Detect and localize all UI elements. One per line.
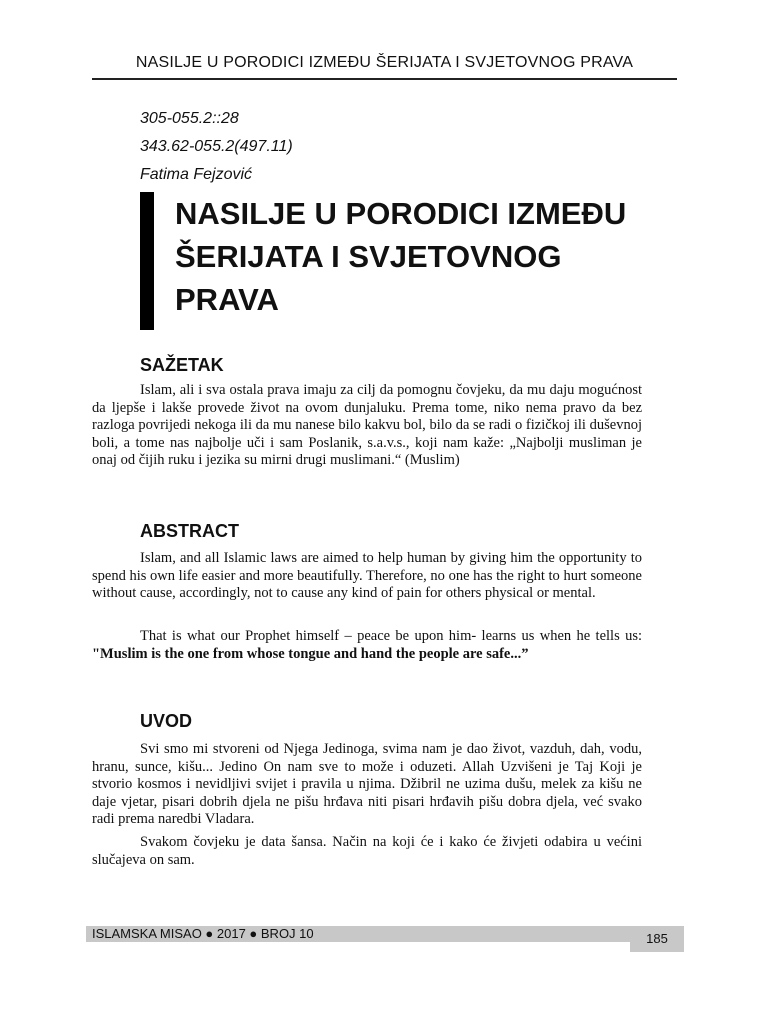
abstract-paragraph-2	[92, 628, 642, 663]
running-header: NASILJE U PORODICI IZMEĐU ŠERIJATA I SVJETOVNOG PRAVA	[135, 54, 634, 71]
journal-footer: ISLAMSKA MISAO ● 2017 ● BROJ 10	[92, 926, 314, 941]
article-title	[175, 192, 675, 321]
abstract-paragraph-1: Islam, and all Islamic laws are aimed to help human by giving him the opportunity to spend his own life easier and more beautifully. Therefore, no one has the right to hurt someone without cause, accordingly, not to cause any kind of pain for others physical or mental.	[92, 550, 642, 601]
prophet-quote: "Muslim is the one from whose tongue and hand the people are safe...”	[92, 645, 529, 662]
title-line-2: ŠERIJATA I SVJETOVNOG	[175, 239, 562, 274]
abstract-heading: ABSTRACT	[140, 521, 239, 541]
title-line-1: NASILJE U PORODICI IZMEĐU	[175, 196, 627, 231]
sazetak-heading: SAŽETAK	[140, 355, 224, 375]
uvod-paragraph-1: Svi smo mi stvoreni od Njega Jedinoga, svima nam je dao život, vazduh, dah, vodu, hranu, sunce, kišu... Jedino On nam sve to može i oduzeti. Allah Uzvišeni je Taj Koji je stvorio kosmos i nevidljivi svijet i pravila u njima. Džibril ne uzima dušu, melek za kišu ne daje vjetar, pisari dobrih djela ne pišu hrđava niti pisari hrđavih pišu dobra djela, već svako radi prema naredbi Vladara.	[92, 741, 642, 827]
author-name: Fatima Fejzović	[140, 166, 253, 183]
uvod-heading: UVOD	[140, 711, 193, 731]
abstract-paragraph-2-lead: That is what our Prophet himself – peace be upon him- learns us when he tells us:	[140, 628, 642, 644]
sazetak-paragraph: Islam, ali i sva ostala prava imaju za cilj da pomognu čovjeku, da mu daju mogućnost da ljepše i lakše provede život na ovom dunjaluku. Prema tome, niko nema pravo da bez razloga povrijedi nekoga ili da mu nanese bilo kakvu bol, bilo da se radi o fizičkoj ili duševnoj boli, a tome nas najbolje uči i sam Poslanik, s.a.v.s., koji nam kaže: „Najbolji musliman je onaj od čijih ruku i jezika su mirni drugi muslimani.“ (Muslim)	[92, 382, 642, 468]
header-divider	[92, 78, 677, 80]
uvod-paragraph-2: Svakom čovjeku je data šansa. Način na koji će i kako će živjeti odabira u većini slučajeva on sam.	[92, 834, 642, 868]
title-accent-bar	[140, 192, 154, 330]
udc-code-1: 305-055.2::28	[140, 110, 239, 127]
page-number: 185	[630, 926, 684, 952]
udc-code-2: 343.62-055.2(497.11)	[140, 138, 293, 155]
title-line-3: PRAVA	[175, 282, 279, 317]
